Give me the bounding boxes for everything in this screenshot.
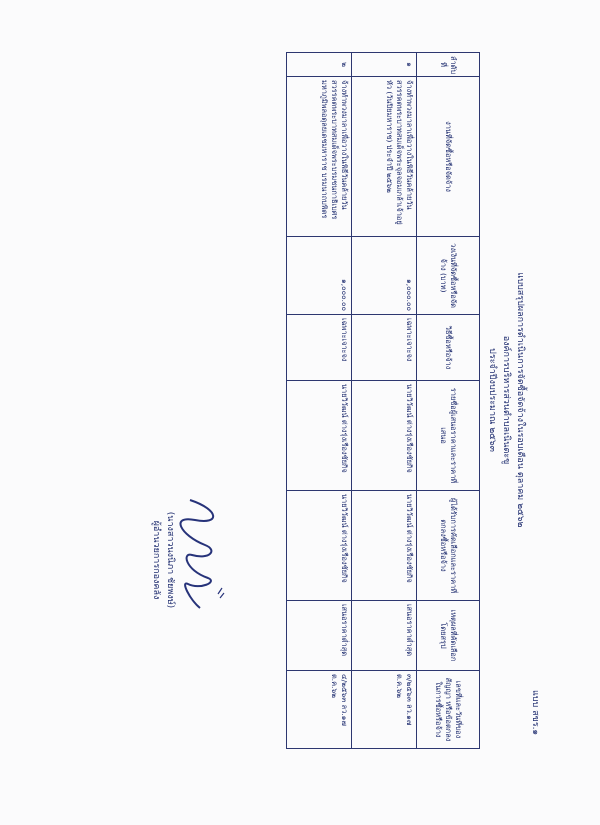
- item-description: จ้างทำพวงมาลาเพื่อวางในพิธีวันคล้ายวันสวรรคตพระบาทสมเด็จพระบรมชนกาธิเบศร มหาภูมิพลอดุลยเดชมหาราช บรมนาถบพิตร: [287, 77, 352, 237]
- title-line-1: แบบสรุปผลการดำเนินการจัดซื้อจัดจ้างในรอบเดือน ตุลาคม ๒๕๖๒: [515, 272, 525, 528]
- procurement-summary-table: [286, 52, 480, 749]
- selection-reason: เสนอราคาต่ำสุด: [352, 601, 417, 671]
- document-titles: [485, 40, 527, 760]
- budget-amount: ๑,๐๐๐.๐๐: [352, 237, 417, 315]
- selected-vendor: นายวิวัฒน์ ต่างรุ่งเรืองชัยกิจ: [352, 491, 417, 601]
- signature-scribble: [170, 480, 230, 630]
- signer-name: (นางสาวนงนิภา ชัยพงษ์): [165, 511, 175, 609]
- bidders: นายวิวัฒน์ ต่างรุ่งเรืองชัยกิจ: [352, 381, 417, 491]
- procurement-method: เฉพาะเจาะจง: [287, 315, 352, 381]
- selected-vendor: นายวิวัฒน์ ต่างรุ่งเรืองชัยกิจ: [287, 491, 352, 601]
- table-header-row: [417, 53, 480, 749]
- header-cell: เลขที่และวันที่ของสัญญา หรือข้อตกลงในการซื้อหรือจ้าง: [417, 671, 480, 749]
- header-cell: วิธีซื้อหรือจ้าง: [417, 315, 480, 381]
- table-row: [352, 53, 417, 749]
- budget-amount: ๑,๐๐๐.๐๐: [287, 237, 352, 315]
- selection-reason: เสนอราคาต่ำสุด: [287, 601, 352, 671]
- contract-reference: ๓/๒๕๖๓ ลว.๑๗ ต.ค.๖๒: [352, 671, 417, 749]
- row-number: ๒: [287, 53, 352, 77]
- header-cell: ลำดับที่: [417, 53, 480, 77]
- header-cell: เหตุผลที่คัดเลือกโดยสรุป: [417, 601, 480, 671]
- item-description: จ้างทำพวงมาลาเพื่อวางในพิธีวันคล้ายวันสวรรคตพระบาทสมเด็จพระจุลจอมเกล้าเจ้าอยู่หัว (วันปิยมหาราช) ประจำปี ๒๕๖๒: [352, 77, 417, 237]
- row-number: ๑: [352, 53, 417, 77]
- contract-reference: ๔/๒๕๖๓ ลว.๑๗ ต.ค.๖๒: [287, 671, 352, 749]
- header-cell: ผู้ได้รับการคัดเลือกและราคาที่ตกลงซื้อหรือจ้าง: [417, 491, 480, 601]
- procurement-method: เฉพาะเจาะจง: [352, 315, 417, 381]
- header-cell: รายชื่อผู้เสนอราคาและราคาที่เสนอ: [417, 381, 480, 491]
- form-code: แบบ สขร.๑: [530, 690, 540, 736]
- title-line-3: ประจำปีงบประมาณ ๒๕๖๓: [487, 348, 497, 452]
- header-cell: งานที่จัดซื้อหรือจัดจ้าง: [417, 77, 480, 237]
- signature-block: [149, 480, 177, 640]
- table-row: [287, 53, 352, 749]
- bidders: นายวิวัฒน์ ต่างรุ่งเรืองชัยกิจ: [287, 381, 352, 491]
- title-line-2: องค์การบริหารส่วนตำบลเนินตะขู: [501, 335, 511, 465]
- header-cell: วงเงินที่จัดซื้อหรือจัดจ้าง (บาท): [417, 237, 480, 315]
- rotated-landscape-content: [30, 40, 575, 760]
- signer-position: ผู้อำนวยการกองคลัง: [151, 520, 161, 600]
